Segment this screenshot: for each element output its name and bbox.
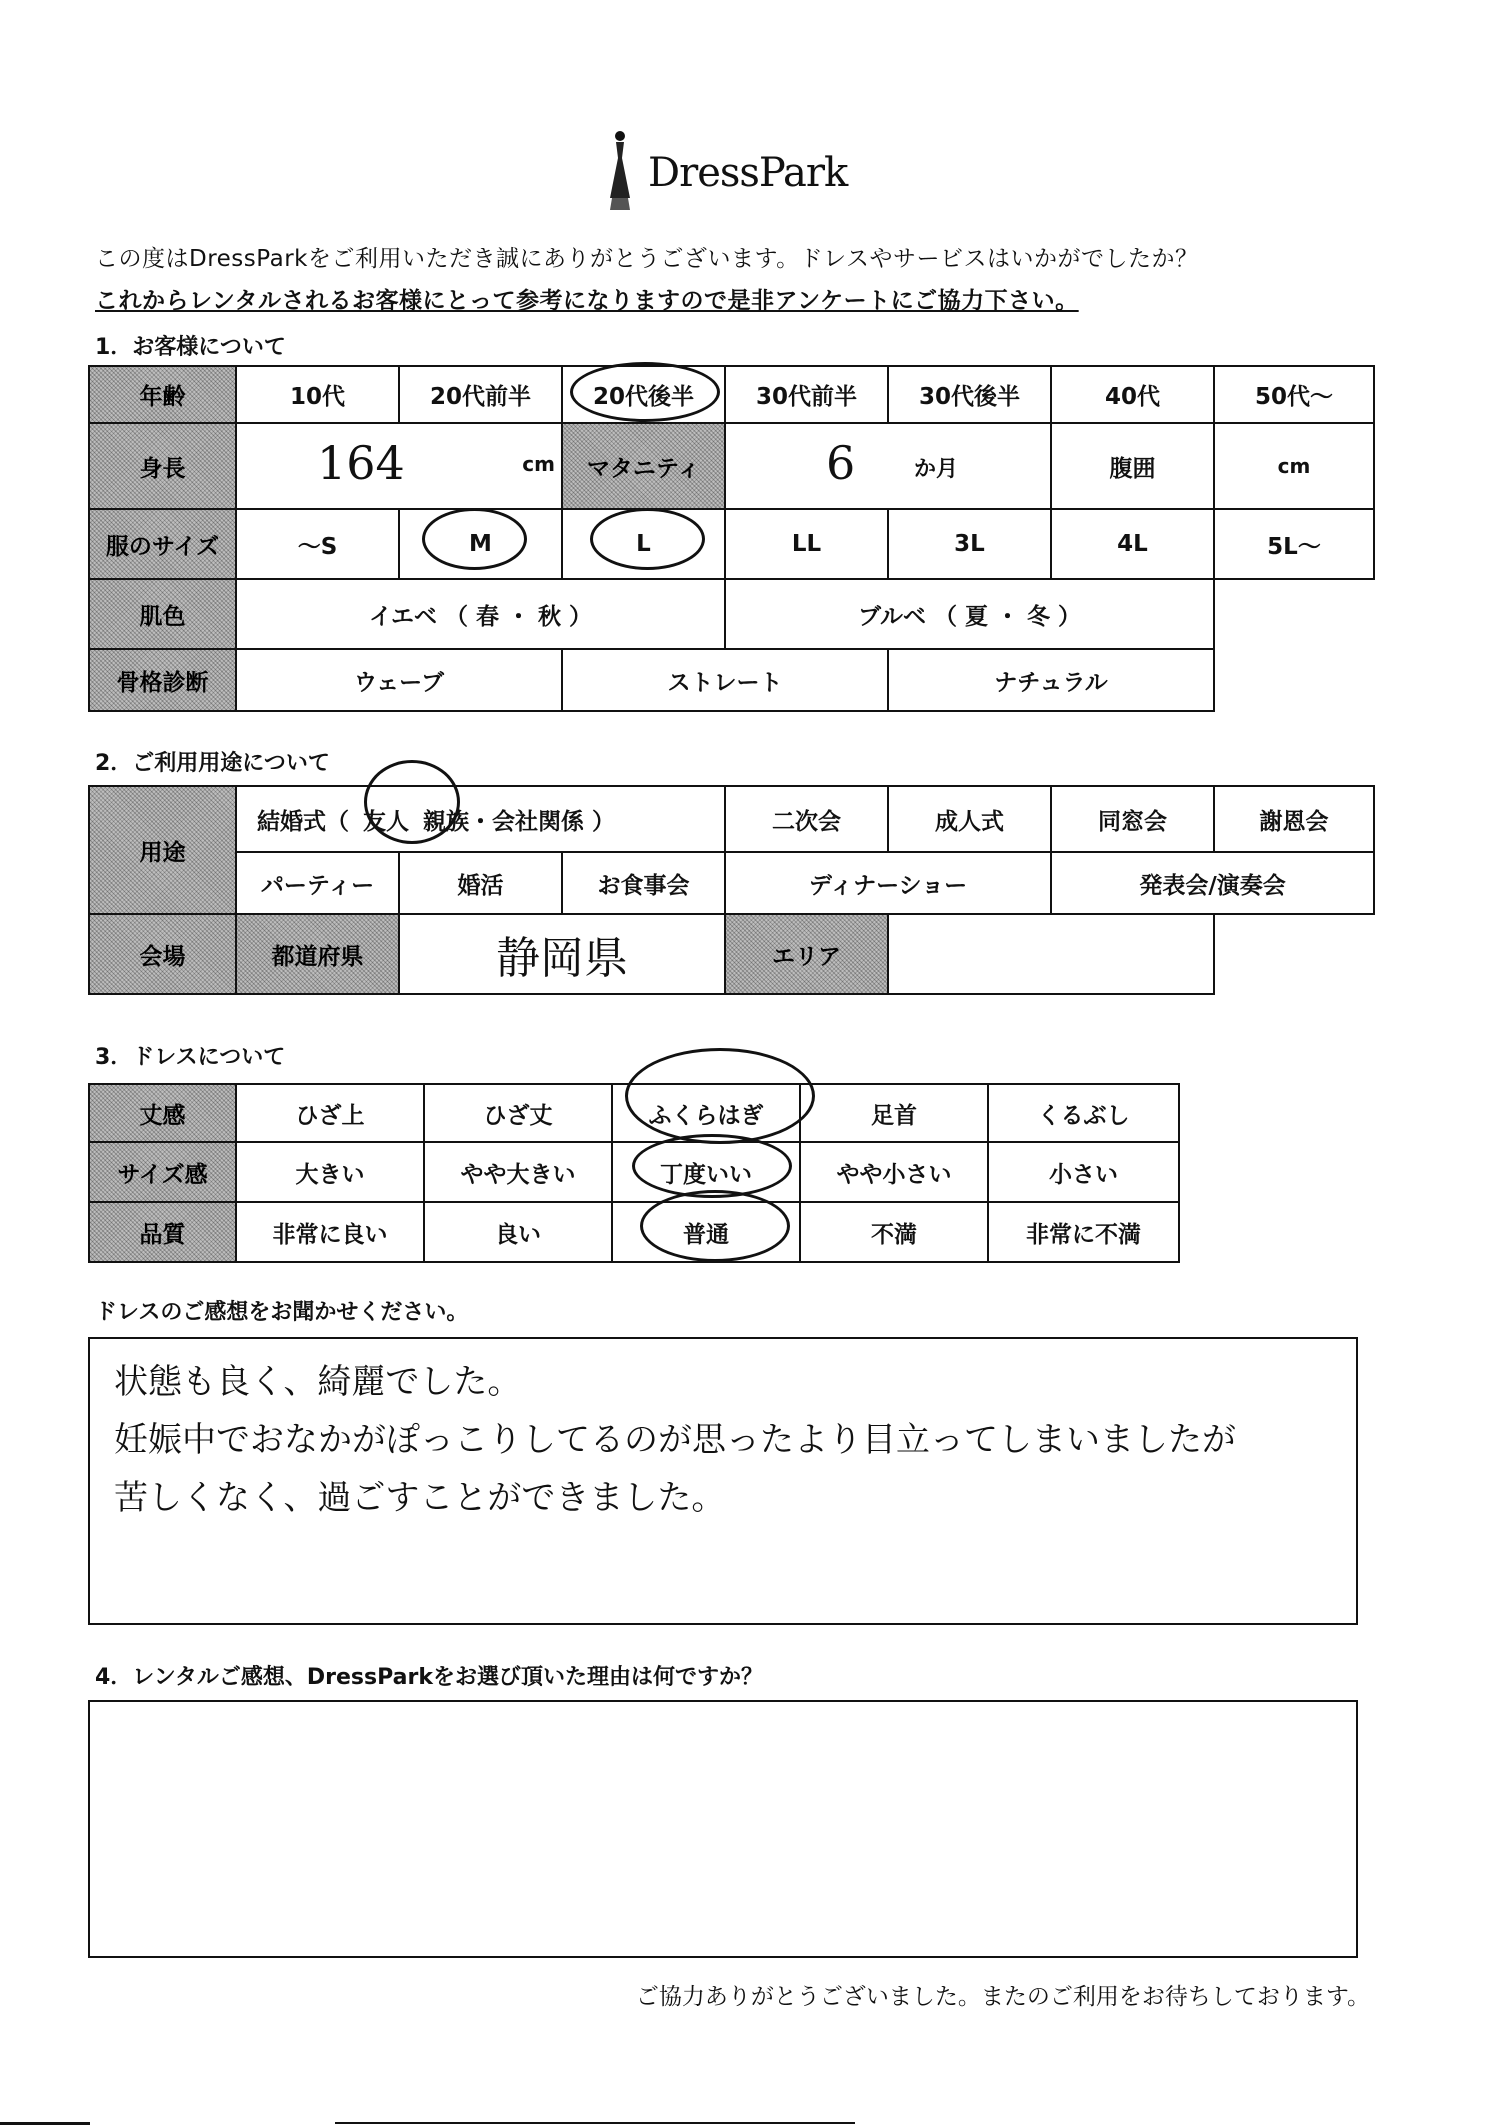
area-value[interactable] [888, 914, 1214, 994]
comment-line: 苦しくなく、過ごすことができました。 [114, 1478, 726, 1518]
reason-answer-box[interactable] [88, 1700, 1358, 1958]
fit-option[interactable]: やや小さい [800, 1142, 988, 1202]
quality-option[interactable]: 非常に不満 [988, 1202, 1179, 1262]
length-option[interactable]: ひざ上 [236, 1084, 424, 1142]
comment-title: ドレスのご感想をお聞かせください。 [95, 1300, 469, 1325]
quality-label: 品質 [89, 1202, 236, 1262]
maternity-unit: か月 [914, 457, 959, 482]
age-option[interactable]: 30代前半 [725, 366, 888, 423]
length-row [89, 1084, 1179, 1142]
usage-option[interactable]: お食事会 [562, 852, 725, 914]
venue-row [89, 914, 1374, 994]
size-option[interactable]: LL [725, 509, 888, 579]
usage-table [88, 785, 1375, 995]
waist-unit: cm [1277, 454, 1311, 478]
fit-label: サイズ感 [89, 1142, 236, 1202]
age-label: 年齢 [89, 366, 236, 423]
thanks-message: ご協力ありがとうございました。またのご利用をお待ちしております。 [635, 1984, 1370, 2010]
frame-option[interactable]: ストレート [562, 649, 888, 711]
age-option[interactable]: 30代後半 [888, 366, 1051, 423]
scan-edge-mark [335, 2122, 855, 2124]
fit-row [89, 1142, 1179, 1202]
fit-option[interactable]: 大きい [236, 1142, 424, 1202]
customer-table [88, 365, 1375, 712]
area-label: エリア [725, 914, 888, 994]
height-field[interactable] [236, 423, 562, 509]
skin-option-yellow[interactable]: イエベ （ 春 ・ 秋 ） [236, 579, 725, 649]
fit-option-selected[interactable]: 丁度いい [612, 1142, 800, 1202]
quality-option[interactable]: 非常に良い [236, 1202, 424, 1262]
skin-option-blue[interactable]: ブルベ （ 夏 ・ 冬 ） [725, 579, 1214, 649]
usage-option[interactable]: ディナーショー [725, 852, 1051, 914]
size-option[interactable]: 5L～ [1214, 509, 1374, 579]
waist-label: 腹囲 [1051, 423, 1214, 509]
maternity-field[interactable] [725, 423, 1051, 509]
fit-option[interactable]: 小さい [988, 1142, 1179, 1202]
brand-name: DressPark [648, 150, 848, 196]
age-option[interactable]: 20代前半 [399, 366, 562, 423]
size-option[interactable]: 4L [1051, 509, 1214, 579]
empty-cell [1214, 914, 1374, 994]
usage-option[interactable]: パーティー [236, 852, 399, 914]
size-option[interactable]: 3L [888, 509, 1051, 579]
wedding-friend[interactable]: 友人 [363, 808, 410, 835]
prefecture-label: 都道府県 [236, 914, 399, 994]
body-row [89, 423, 1374, 509]
wedding-family: 親族・会社関係 ） [423, 808, 616, 835]
usage-option[interactable]: 発表会/演奏会 [1051, 852, 1374, 914]
section-4-title: 4．レンタルご感想、DressParkをお選び頂いた理由は何ですか？ [95, 1665, 763, 1690]
size-label: 服のサイズ [89, 509, 236, 579]
maternity-label: マタニティ [562, 423, 725, 509]
height-unit: cm [522, 452, 555, 476]
usage-option[interactable]: 婚活 [399, 852, 562, 914]
frame-label: 骨格診断 [89, 649, 236, 711]
usage-row-1 [89, 786, 1374, 852]
section-1-title: 1．お客様について [95, 335, 286, 360]
scan-edge-mark [0, 2122, 90, 2125]
empty-cell [1214, 649, 1374, 711]
section-3-title: 3．ドレスについて [95, 1045, 286, 1070]
height-value: 164 [317, 436, 405, 490]
skin-label: 肌色 [89, 579, 236, 649]
dress-icon [600, 128, 640, 218]
length-option[interactable]: 足首 [800, 1084, 988, 1142]
use-label: 用途 [89, 786, 236, 914]
usage-option[interactable]: 謝恩会 [1214, 786, 1374, 852]
length-label: 丈感 [89, 1084, 236, 1142]
intro-line-1: この度はDressParkをご利用いただき誠にありがとうございます。ドレスやサービスはいかがでしたか？ [95, 246, 1199, 272]
age-option[interactable]: 50代～ [1214, 366, 1374, 423]
comment-line: 状態も良く、綺麗でした。 [114, 1362, 522, 1402]
wedding-label: 結婚式（ [257, 808, 349, 835]
quality-option[interactable]: 良い [424, 1202, 612, 1262]
frame-option[interactable]: ウェーブ [236, 649, 562, 711]
age-option[interactable]: 10代 [236, 366, 399, 423]
size-row [89, 509, 1374, 579]
height-label: 身長 [89, 423, 236, 509]
venue-label: 会場 [89, 914, 236, 994]
skin-row [89, 579, 1374, 649]
quality-option-selected[interactable]: 普通 [612, 1202, 800, 1262]
size-option-selected[interactable]: L [562, 509, 725, 579]
waist-field[interactable] [1214, 423, 1374, 509]
empty-cell [1214, 579, 1374, 649]
length-option-selected[interactable]: ふくらはぎ [612, 1084, 800, 1142]
usage-option[interactable]: 同窓会 [1051, 786, 1214, 852]
usage-row-2 [89, 852, 1374, 914]
usage-option[interactable]: 二次会 [725, 786, 888, 852]
maternity-value: 6 [826, 436, 856, 490]
age-option-selected[interactable]: 20代後半 [562, 366, 725, 423]
frame-row [89, 649, 1374, 711]
quality-row [89, 1202, 1179, 1262]
fit-option[interactable]: やや大きい [424, 1142, 612, 1202]
section-2-title: 2．ご利用用途について [95, 751, 330, 776]
age-row [89, 366, 1374, 423]
frame-option[interactable]: ナチュラル [888, 649, 1214, 711]
length-option[interactable]: ひざ丈 [424, 1084, 612, 1142]
prefecture-value[interactable]: 静岡県 [399, 914, 725, 994]
dress-comment-box[interactable] [88, 1337, 1358, 1625]
dress-table [88, 1083, 1180, 1263]
quality-option[interactable]: 不満 [800, 1202, 988, 1262]
usage-option[interactable]: 成人式 [888, 786, 1051, 852]
intro-line-2: これからレンタルされるお客様にとって参考になりますので是非アンケートにご協力下さい。 [95, 288, 1079, 314]
length-option[interactable]: くるぶし [988, 1084, 1179, 1142]
size-option[interactable]: ～S [236, 509, 399, 579]
size-option-selected[interactable]: M [399, 509, 562, 579]
comment-line: 妊娠中でおなかがぽっこりしてるのが思ったより目立ってしまいましたが [114, 1420, 1236, 1460]
age-option[interactable]: 40代 [1051, 366, 1214, 423]
wedding-option[interactable] [236, 786, 725, 852]
dresspark-logo [600, 128, 860, 218]
